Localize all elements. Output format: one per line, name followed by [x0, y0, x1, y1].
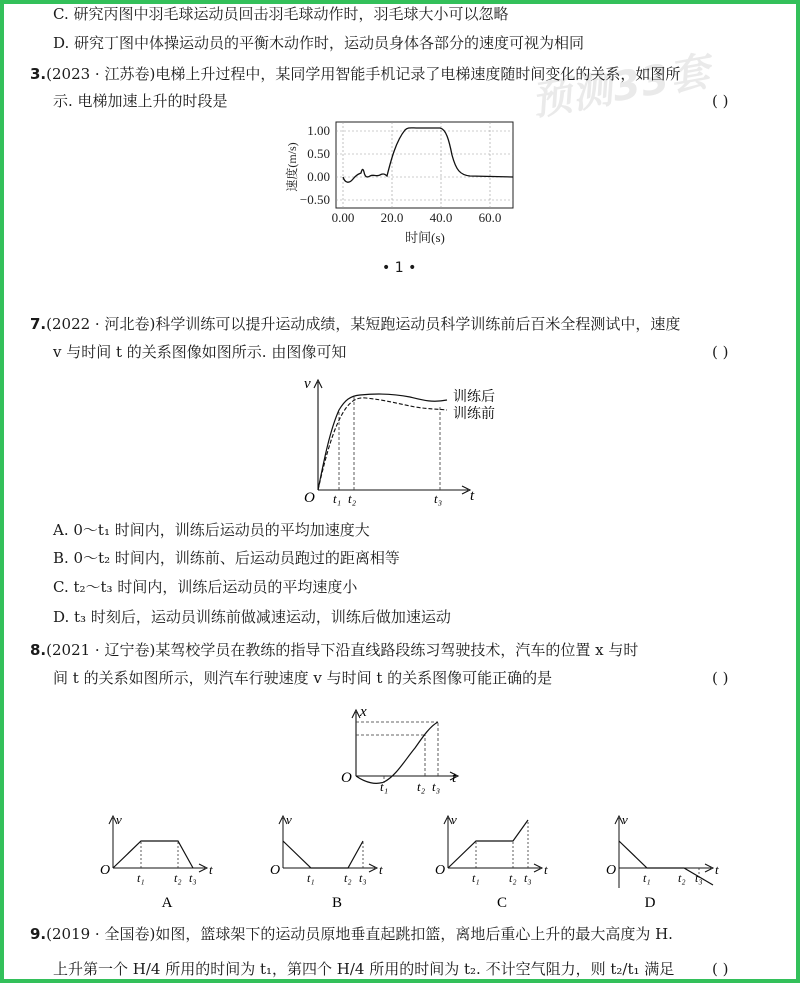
option-c-t1: t₁	[472, 871, 480, 885]
option-d-v: v	[622, 812, 628, 827]
q8-t2: t₂	[417, 779, 426, 794]
q8-option-b-graph	[267, 812, 397, 912]
option-c-o: O	[435, 863, 446, 878]
q8-option-c-graph	[432, 812, 562, 912]
option-d-t2: t₂	[678, 871, 686, 885]
option-a-t: t	[209, 862, 213, 877]
option-c-v: v	[451, 812, 457, 827]
q7-answer-paren: ( )	[712, 343, 729, 361]
q7-text1: (2022 · 河北卷)科学训练可以提升运动成绩，某短跑运动员科学训练前后百米全程测试中，速度	[46, 315, 681, 333]
q8-number: 8.	[30, 641, 47, 659]
option-b-v: v	[286, 812, 292, 827]
option-b-t3: t₃	[359, 871, 367, 885]
q8-t1: t₁	[380, 779, 389, 794]
q3-number: 3.	[30, 65, 47, 83]
option-b-o: O	[270, 863, 281, 878]
option-a-t3: t₃	[189, 871, 197, 885]
q8-line2: 间 t 的关系如图所示，则汽车行驶速度 v 与时间 t 的关系图像可能正确的是	[53, 669, 553, 687]
q7-option-a: A. 0～t₁ 时间内，训练后运动员的平均加速度大	[53, 521, 370, 539]
q3-ytick-3: 0.00	[307, 169, 330, 184]
q3-xtick-2: 20.0	[380, 210, 404, 225]
q8-axis-x: x	[360, 704, 367, 720]
q8-option-a-graph	[97, 812, 227, 912]
q9-answer-paren: ( )	[712, 960, 729, 978]
q8-axis-t: t	[452, 770, 457, 786]
q7-axis-v: v	[304, 376, 311, 392]
q8-option-d-graph	[603, 812, 733, 912]
q7-axis-t: t	[470, 488, 475, 504]
option-a-o: O	[100, 863, 111, 878]
option-d-t3: t₃	[695, 871, 703, 885]
q8-t3: t₃	[432, 779, 441, 794]
q3-ytick-1: 1.00	[307, 123, 330, 138]
q7-number: 7.	[30, 315, 47, 333]
q3-ytick-2: 0.50	[307, 146, 330, 161]
q8-text1: (2021 · 辽宁卷)某驾校学员在教练的指导下沿直线路段练习驾驶技术，汽车的位置 x 与时	[46, 641, 639, 659]
q7-label-after: 训练后	[453, 390, 495, 405]
option-a-t1: t₁	[137, 871, 145, 885]
q3-xtick-4: 60.0	[478, 210, 502, 225]
q7-option-b: B. 0～t₂ 时间内，训练前、后运动员跑过的距离相等	[53, 549, 400, 567]
option-c-t3: t₃	[524, 871, 532, 885]
q7-label-before: 训练前	[453, 407, 495, 422]
q7-option-d: D. t₃ 时刻后，运动员训练前做减速运动，训练后做加速运动	[53, 608, 451, 626]
option-c-t2: t₂	[509, 871, 517, 885]
watermark: 预测33套	[527, 48, 714, 126]
q7-line2: v 与时间 t 的关系图像如图所示. 由图像可知	[53, 343, 347, 361]
q7-t2: t₂	[348, 491, 357, 506]
option-b-label: B	[331, 895, 343, 911]
q3-ylabel: 速度(m/s)	[285, 142, 299, 192]
q9-text1: (2019 · 全国卷)如图，篮球架下的运动员原地垂直起跳扣篮，离地后重心上升的最大高度为 H.	[46, 925, 673, 943]
option-d-o: O	[606, 863, 617, 878]
q3-xlabel: 时间(s)	[405, 230, 445, 245]
q8-answer-paren: ( )	[712, 669, 729, 687]
page-number: • 1 •	[382, 260, 417, 276]
q7-option-c: C. t₂～t₃ 时间内，训练后运动员的平均速度小	[53, 578, 358, 596]
prev-option-c: C. 研究丙图中羽毛球运动员回击羽毛球动作时，羽毛球大小可以忽略	[53, 5, 509, 23]
option-c-label: C	[496, 895, 508, 911]
option-d-label: D	[644, 895, 656, 911]
q9-line2: 上升第一个 H/4 所用的时间为 t₁，第四个 H/4 所用的时间为 t₂. 不计空气阻力，则 t₂/t₁ 满足	[53, 960, 675, 978]
option-b-t2: t₂	[344, 871, 352, 885]
option-a-t2: t₂	[174, 871, 182, 885]
q3-ytick-4: −0.50	[299, 192, 330, 207]
option-a-label: A	[161, 895, 173, 911]
q8-origin: O	[341, 770, 352, 786]
q7-t3: t₃	[434, 491, 443, 506]
option-b-t1: t₁	[307, 871, 315, 885]
q9-line1	[30, 923, 673, 945]
option-d-t: t	[715, 862, 719, 877]
q3-xtick-3: 40.0	[429, 210, 453, 225]
q3-xtick-1: 0.00	[331, 210, 355, 225]
q3-text1: (2023 · 江苏卷)电梯上升过程中，某同学用智能手机记录了电梯速度随时间变化的关系，如图所	[46, 65, 681, 83]
prev-option-d: D. 研究丁图中体操运动员的平衡木动作时，运动员身体各部分的速度可视为相同	[53, 34, 585, 52]
option-c-t: t	[544, 862, 548, 877]
option-d-t1: t₁	[643, 871, 651, 885]
option-a-v: v	[116, 812, 122, 827]
q3-answer-paren: ( )	[712, 92, 729, 110]
q8-x-curve	[356, 722, 438, 783]
q3-line2: 示. 电梯加速上升的时段是	[53, 92, 228, 110]
option-b-t: t	[379, 862, 383, 877]
q9-number: 9.	[30, 925, 47, 943]
q7-t1: t₁	[333, 491, 342, 506]
q7-origin: O	[304, 490, 315, 506]
